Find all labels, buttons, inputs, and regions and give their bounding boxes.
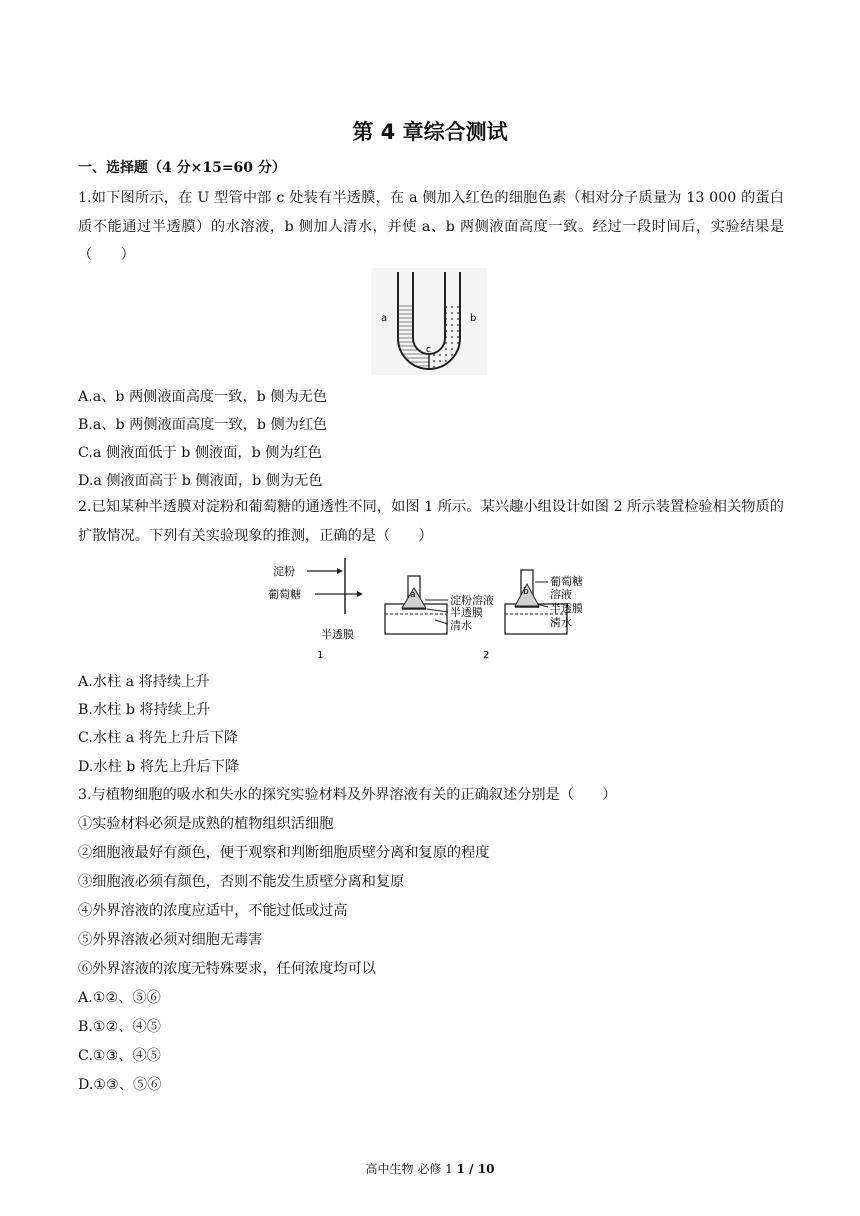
q2-option-b: B.水柱 b 将持续上升 xyxy=(78,702,211,718)
q3-statement-5: ⑤外界溶液必须对细胞无毒害 xyxy=(78,932,263,948)
svg-text:葡萄糖: 葡萄糖 xyxy=(550,575,583,588)
svg-text:半透膜: 半透膜 xyxy=(450,606,483,619)
q1-option-b: B.a、b 两侧液面高度一致，b 侧为红色 xyxy=(78,417,328,433)
q2-option-c: C.水柱 a 将先上升后下降 xyxy=(78,730,239,746)
q1-option-d: D.a 侧液面高于 b 侧液面，b 侧为无色 xyxy=(78,473,323,489)
q1-option-c: C.a 侧液面低于 b 侧液面，b 侧为红色 xyxy=(78,445,322,461)
svg-text:半透膜: 半透膜 xyxy=(321,628,354,641)
q3-statement-2: ②细胞液最好有颜色，便于观察和判断细胞质壁分离和复原的程度 xyxy=(78,845,490,861)
q3-statement-6: ⑥外界溶液的浓度无特殊要求，任何浓度均可以 xyxy=(78,961,376,977)
svg-text:a: a xyxy=(410,590,416,600)
q1-option-a: A.a、b 两侧液面高度一致，b 侧为无色 xyxy=(78,389,328,405)
page-number: 1 / 10 xyxy=(456,1162,495,1176)
svg-text:淀粉: 淀粉 xyxy=(273,565,295,578)
q3-option-a: A.①②、⑤⑥ xyxy=(78,990,161,1006)
svg-text:清水: 清水 xyxy=(550,616,572,629)
svg-text:清水: 清水 xyxy=(450,619,472,632)
svg-text:葡萄糖: 葡萄糖 xyxy=(268,588,301,601)
membrane-diagrams xyxy=(265,552,605,664)
svg-text:b: b xyxy=(523,587,529,597)
svg-text:2: 2 xyxy=(483,650,490,661)
page-title: 第 4 章综合测试 xyxy=(352,120,508,144)
q2-option-d: D.水柱 b 将先上升后下降 xyxy=(78,759,240,775)
question-2-stem: 2.已知某种半透膜对淀粉和葡萄糖的通透性不同，如图 1 所示。某兴趣小组设计如图 2 所示装置检验相关物质的扩散情况。下列有关实验现象的推测，正确的是（ ） xyxy=(78,499,784,544)
svg-text:1: 1 xyxy=(317,650,324,661)
svg-text:淀粉溶液: 淀粉溶液 xyxy=(450,594,494,607)
svg-text:半透膜: 半透膜 xyxy=(550,602,583,615)
question-3-stem: 3.与植物细胞的吸水和失水的探究实验材料及外界溶液有关的正确叙述分别是（ ） xyxy=(78,787,617,803)
q3-statement-4: ④外界溶液的浓度应适中，不能过低或过高 xyxy=(78,903,348,919)
label-c: c xyxy=(426,345,431,355)
q3-statement-1: ①实验材料必须是成熟的植物组织活细胞 xyxy=(78,816,334,832)
section-heading: 一、选择题（4 分×15=60 分） xyxy=(78,160,286,176)
q3-statement-3: ③细胞液必须有颜色，否则不能发生质壁分离和复原 xyxy=(78,874,405,890)
svg-text:溶液: 溶液 xyxy=(550,588,572,601)
label-a: a xyxy=(381,313,388,324)
footer-text: 高中生物 必修 1 xyxy=(365,1162,457,1176)
q3-option-b: B.①②、④⑤ xyxy=(78,1019,161,1035)
q2-option-a: A.水柱 a 将持续上升 xyxy=(78,674,210,690)
q3-option-c: C.①③、④⑤ xyxy=(78,1048,161,1064)
u-tube-figure xyxy=(371,268,487,375)
page-footer xyxy=(0,1160,860,1177)
label-b: b xyxy=(470,313,477,324)
q3-option-d: D.①③、⑤⑥ xyxy=(78,1077,162,1093)
question-1-stem: 1.如下图所示，在 U 型管中部 c 处装有半透膜，在 a 侧加入红色的细胞色素（相对分子质量为 13 000 的蛋白质不能通过半透膜）的水溶液，b 侧加人清水，并使 a、b 两侧液面高度一致。经过一段时间后，实验结果是（ ） xyxy=(78,190,784,263)
